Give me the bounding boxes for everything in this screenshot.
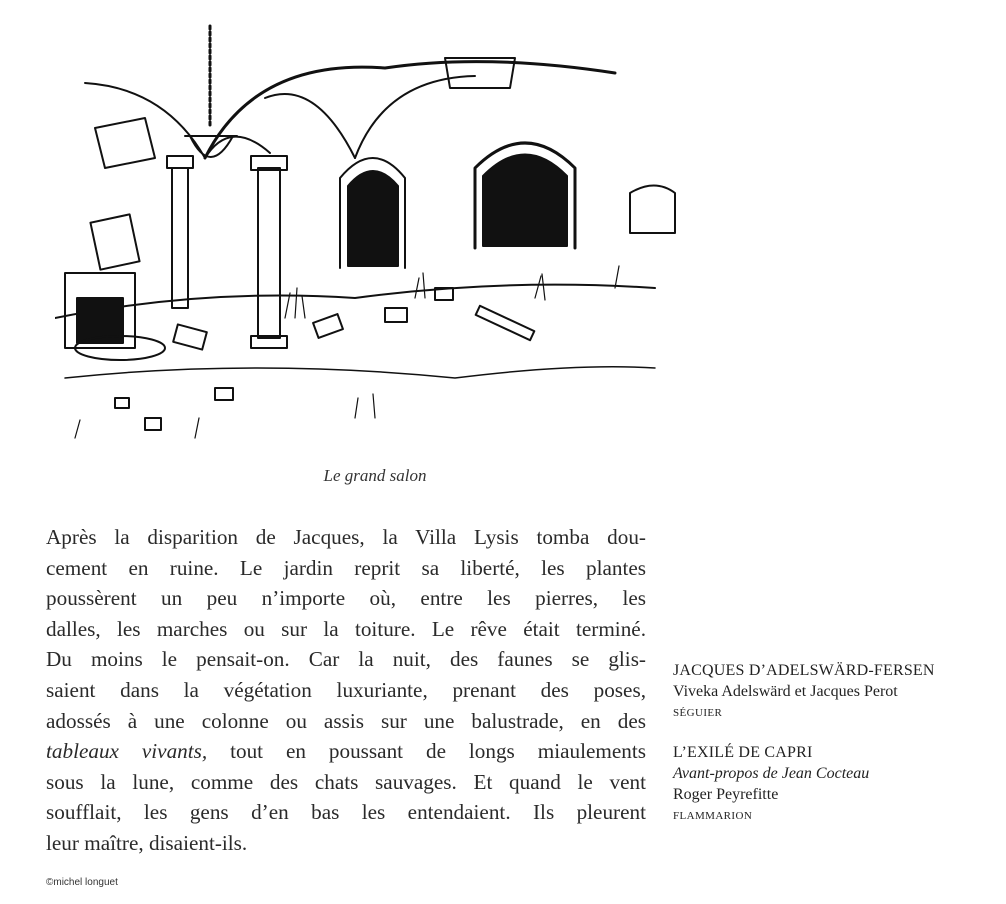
reference-authors: Viveka Adelswärd et Jacques Perot — [673, 683, 898, 700]
body-line: adossés à une colonne ou assis sur une balustrade, en des — [46, 708, 646, 733]
body-line — [46, 736, 646, 767]
body-line: poussèrent un peu n’importe où, entre les pierres, les — [46, 586, 646, 611]
body-line: sous la lune, comme des chats sauvages. Et quand le vent — [46, 769, 646, 794]
book-references — [673, 660, 993, 845]
illustration-caption: Le grand salon — [323, 466, 427, 485]
body-line: saient dans la végétation luxuriante, prenant des poses, — [46, 677, 646, 702]
body-line: soufflait, les gens d’en bas les entendaient. Ils pleurent — [46, 800, 646, 825]
photo-credit: ©michel longuet — [46, 877, 118, 888]
reference-foreword: Avant-propos de Jean Cocteau — [673, 765, 870, 782]
body-line: Après la disparition de Jacques, la Villa Lysis tomba dou- — [46, 525, 646, 549]
ruined-salon-illustration — [55, 18, 695, 458]
reference-item — [673, 660, 993, 724]
body-line: leur maître, disaient-ils. — [46, 830, 248, 855]
reference-publisher: FLAMMARION — [673, 810, 753, 822]
reference-title: JACQUES D’ADELSWÄRD-FERSEN — [673, 662, 935, 679]
reference-title: L’EXILÉ DE CAPRI — [673, 744, 813, 761]
body-line-rest: tout en poussant de longs miaulements — [207, 739, 646, 764]
reference-item — [673, 742, 993, 827]
body-line: cement en ruine. Le jardin reprit sa liberté, les plantes — [46, 555, 646, 580]
body-line: dalles, les marches ou sur la toiture. Le rêve était terminé. — [46, 616, 646, 641]
body-paragraph — [46, 522, 646, 859]
reference-authors: Roger Peyrefitte — [673, 786, 779, 803]
reference-publisher: SÉGUIER — [673, 707, 723, 719]
body-line: Du moins le pensait-on. Car la nuit, des faunes se glis- — [46, 647, 646, 672]
italic-phrase: tableaux vivants, — [46, 739, 208, 764]
